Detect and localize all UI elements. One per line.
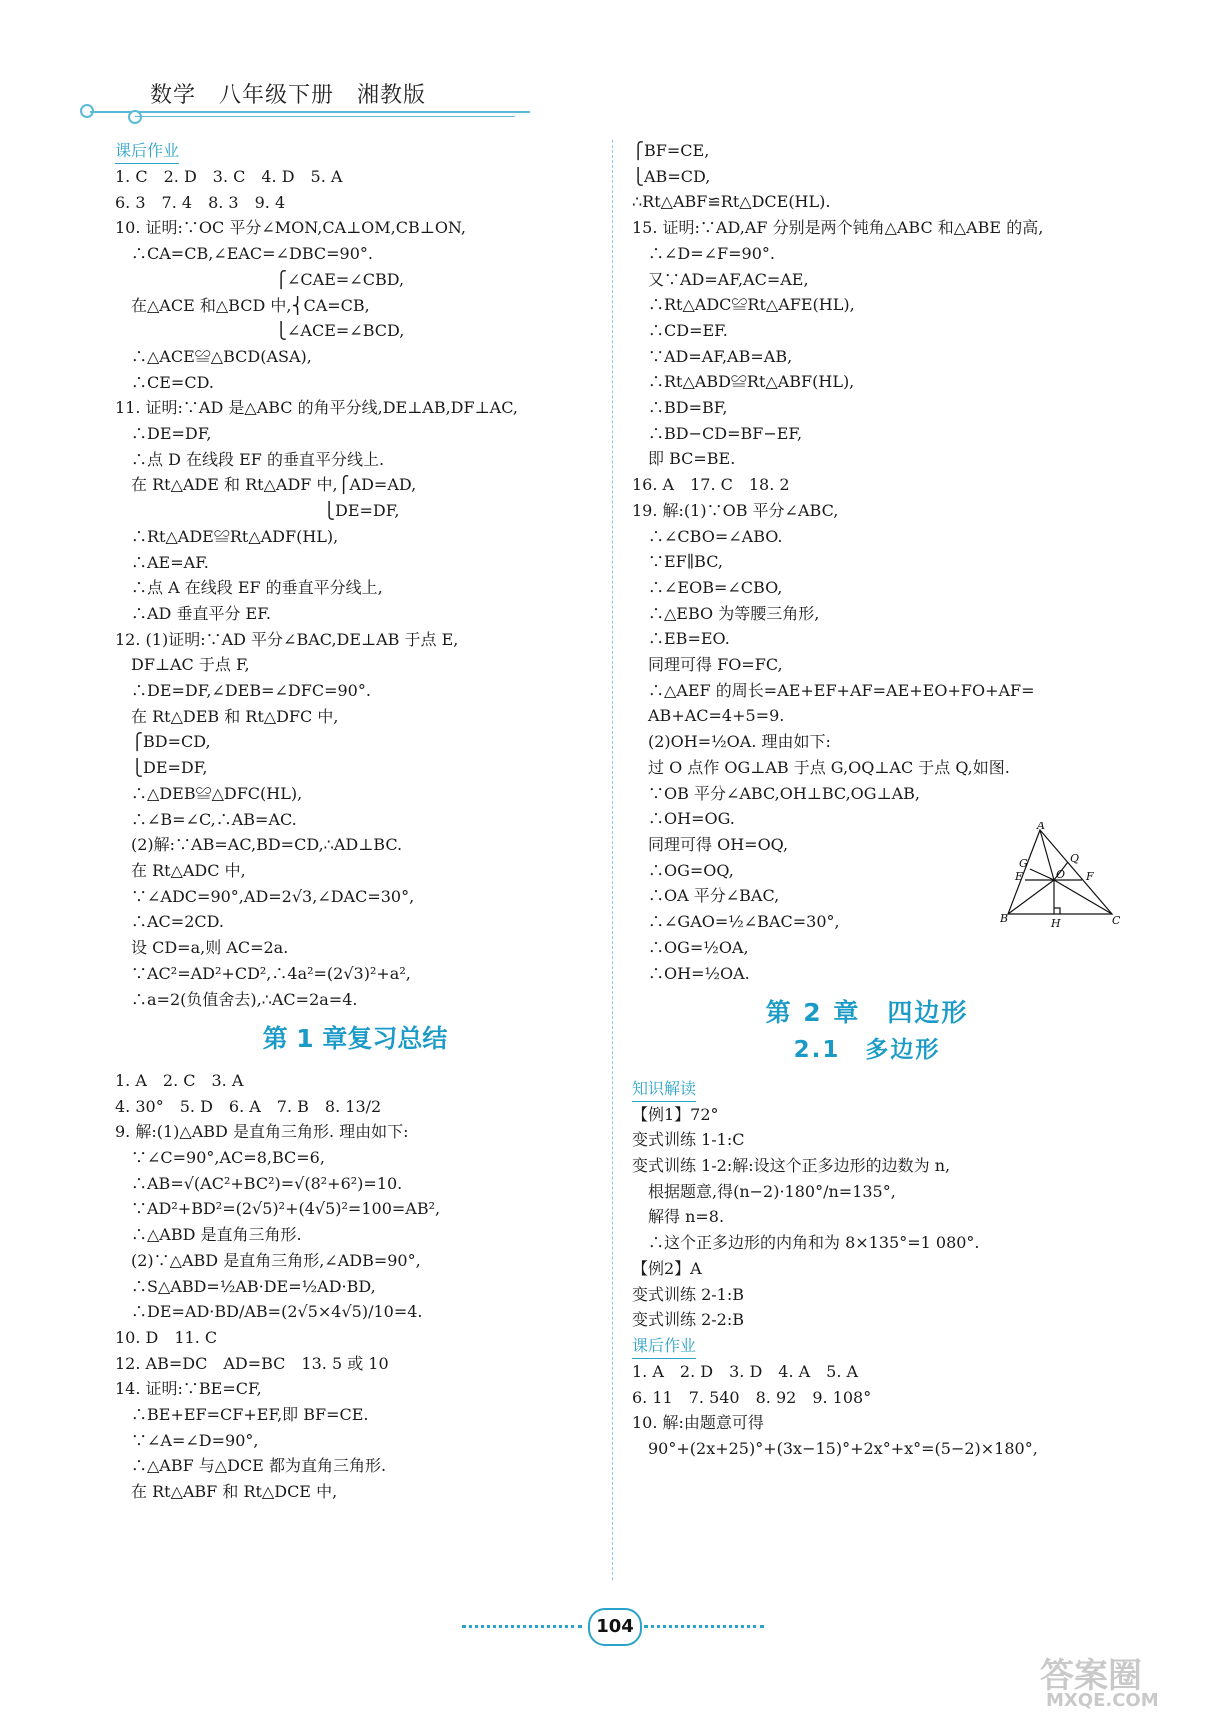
page-header-title: 数学 八年级下册 湘教版 xyxy=(150,83,427,108)
answer-line: ∴△ABF 与△DCE 都为直角三角形. xyxy=(115,1456,387,1476)
answer-line: 【例2】A xyxy=(632,1258,702,1278)
answer-line: 1. C 2. D 3. C 4. D 5. A xyxy=(115,167,343,186)
label-o: O xyxy=(1056,868,1066,881)
answer-line: ∵∠ADC=90°,AD=2√3,∠DAC=30°, xyxy=(115,886,415,906)
label-h: H xyxy=(1051,917,1061,930)
answer-line: 9. 解:(1)△ABD 是直角三角形. 理由如下: xyxy=(115,1122,409,1142)
header-rule-thin xyxy=(135,116,515,117)
answer-line: 在 Rt△DEB 和 Rt△DFC 中, xyxy=(115,706,339,726)
answer-line: 16. A 17. C 18. 2 xyxy=(632,475,790,495)
answer-line: 变式训练 1-2:解:设这个正多边形的边数为 n, xyxy=(632,1156,951,1176)
answer-line: 12. (1)证明:∵AD 平分∠BAC,DE⊥AB 于点 E, xyxy=(115,629,459,649)
chapter-heading: 第 1 章复习总结 xyxy=(262,1024,448,1054)
answer-line: 根据题意,得(n−2)·180°/n=135°, xyxy=(632,1181,896,1201)
chapter-heading: 第 2 章 四边形 xyxy=(765,998,969,1028)
label-q: Q xyxy=(1070,852,1080,865)
answer-line: ∴AB=√(AC²+BC²)=√(8²+6²)=10. xyxy=(115,1173,403,1193)
section-label-row xyxy=(632,1076,1102,1102)
answer-line: (2)∵△ABD 是直角三角形,∠ADB=90°, xyxy=(115,1250,421,1270)
answer-line: ∴△ACE≌△BCD(ASA), xyxy=(115,346,312,366)
answer-line: 90°+(2x+25)°+(3x−15)°+2x°+x°=(5−2)×180°, xyxy=(632,1439,1038,1459)
answer-line: ⎩∠ACE=∠BCD, xyxy=(115,321,405,341)
label-g: G xyxy=(1019,857,1028,870)
label-a: A xyxy=(1037,822,1045,832)
answer-line: 15. 证明:∵AD,AF 分别是两个钝角△ABC 和△ABE 的高, xyxy=(632,218,1044,238)
answer-line: AB+AC=4+5=9. xyxy=(632,706,785,726)
answer-line: 即 BC=BE. xyxy=(632,449,736,469)
answer-line: ∴Rt△ABF≌Rt△DCE(HL). xyxy=(632,192,831,212)
answer-line: ∴△AEF 的周长=AE+EF+AF=AE+EO+FO+AF= xyxy=(632,680,1035,700)
answer-line: ∴Rt△ABD≌Rt△ABF(HL), xyxy=(632,372,855,392)
column-divider xyxy=(612,140,613,1580)
answer-line: 6. 11 7. 540 8. 92 9. 108° xyxy=(632,1387,872,1407)
section-label-row xyxy=(115,138,595,164)
answer-line: 同理可得 OH=OQ, xyxy=(632,834,789,854)
answer-line: ∵AC²=AD²+CD²,∴4a²=(2√3)²+a², xyxy=(115,963,411,983)
answer-line: ∵EF∥BC, xyxy=(632,552,723,572)
answer-line: ∴DE=AD·BD/AB=(2√5×4√5)/10=4. xyxy=(115,1302,423,1322)
answer-line: 12. AB=DC AD=BC 13. 5 或 10 xyxy=(115,1353,389,1373)
answer-line: 同理可得 FO=FC, xyxy=(632,655,783,675)
answer-line: 10. 证明:∵OC 平分∠MON,CA⊥OM,CB⊥ON, xyxy=(115,218,466,238)
answer-line: ∴OA 平分∠BAC, xyxy=(632,886,780,906)
answer-line: ∴CE=CD. xyxy=(115,372,214,392)
answer-line: ∴BD=BF, xyxy=(632,398,728,418)
answer-line: ∴AC=2CD. xyxy=(115,912,224,932)
answer-line: ∴BD−CD=BF−EF, xyxy=(632,423,803,443)
label-f: F xyxy=(1086,870,1094,883)
answer-line: ∴AD 垂直平分 EF. xyxy=(115,603,271,623)
answer-line: ∴Rt△ADE≌Rt△ADF(HL), xyxy=(115,526,339,546)
answer-line: 6. 3 7. 4 8. 3 9. 4 xyxy=(115,192,286,212)
section-label: 课后作业 xyxy=(115,140,179,164)
answer-line: ∴OG=OQ, xyxy=(632,860,734,880)
header-rule xyxy=(90,111,530,113)
label-c: C xyxy=(1112,914,1120,927)
answer-line: ∴∠EOB=∠CBO, xyxy=(632,577,783,597)
answer-line: ∵AD=AF,AB=AB, xyxy=(632,346,793,366)
answer-line: ∴△DEB≌△DFC(HL), xyxy=(115,783,303,803)
answer-line: 19. 解:(1)∵OB 平分∠ABC, xyxy=(632,500,839,520)
answer-line: ∴BE+EF=CF+EF,即 BF=CE. xyxy=(115,1405,369,1425)
answer-line: ∴OG=½OA, xyxy=(632,937,749,957)
answer-line: (2)OH=½OA. 理由如下: xyxy=(632,732,831,752)
answer-line: ∴∠B=∠C,∴AB=AC. xyxy=(115,809,297,829)
left-column xyxy=(115,138,595,1505)
answer-line: ∴△EBO 为等腰三角形, xyxy=(632,603,820,623)
answer-line: ∴EB=EO. xyxy=(632,629,730,649)
answer-line: ∴∠D=∠F=90°. xyxy=(632,243,776,263)
answer-line: 在 Rt△ADC 中, xyxy=(115,860,246,880)
answer-line: ∴a=2(负值舍去),∴AC=2a=4. xyxy=(115,989,358,1009)
section-label-row xyxy=(632,1333,1102,1359)
answer-line: 又∵AD=AF,AC=AE, xyxy=(632,269,809,289)
label-e: E xyxy=(1015,870,1024,883)
watermark-url: MXQE.COM xyxy=(1046,1690,1159,1711)
answer-line: 14. 证明:∵BE=CF, xyxy=(115,1379,262,1399)
answer-line: ∴S△ABD=½AB·DE=½AD·BD, xyxy=(115,1276,376,1296)
watermark-logo: 答案圈 xyxy=(1040,1656,1142,1696)
segment-og xyxy=(1030,869,1054,880)
answer-line: ∴OH=OG. xyxy=(632,809,735,829)
answer-line: ∴DE=DF,∠DEB=∠DFC=90°. xyxy=(115,681,371,701)
answer-line: ∴△ABD 是直角三角形. xyxy=(115,1225,302,1245)
answer-line: ⎩DE=DF, xyxy=(115,758,208,778)
answer-line: ∴这个正多边形的内角和为 8×135°=1 080°. xyxy=(632,1233,980,1253)
answer-line: 解得 n=8. xyxy=(632,1207,725,1227)
answer-line: 在△ACE 和△BCD 中,⎨CA=CB, xyxy=(115,295,370,315)
answer-line: 在 Rt△ADE 和 Rt△ADF 中,⎧AD=AD, xyxy=(115,475,417,495)
answer-line: ∴CA=CB,∠EAC=∠DBC=90°. xyxy=(115,244,373,264)
segment-co xyxy=(1054,880,1112,914)
answer-line: ∵∠C=90°,AC=8,BC=6, xyxy=(115,1148,325,1168)
answer-line: ⎧BD=CD, xyxy=(115,732,211,752)
answer-line: (2)解:∵AB=AC,BD=CD,∴AD⊥BC. xyxy=(115,835,403,855)
section-label: 知识解读 xyxy=(632,1078,696,1102)
answer-line: ∴AE=AF. xyxy=(115,552,209,572)
page-number-dots-right xyxy=(644,1625,764,1628)
answer-line: ∴点 A 在线段 EF 的垂直平分线上, xyxy=(115,578,383,598)
answer-line: 过 O 点作 OG⊥AB 于点 G,OQ⊥AC 于点 Q,如图. xyxy=(632,757,1010,777)
answer-line: ∴DE=DF, xyxy=(115,424,212,444)
label-b: B xyxy=(1000,912,1009,925)
answer-line: 变式训练 1-1:C xyxy=(632,1130,745,1150)
answer-line: ∴∠GAO=½∠BAC=30°, xyxy=(632,912,840,932)
answer-line: 1. A 2. C 3. A xyxy=(115,1070,244,1090)
answer-line: ∵∠A=∠D=90°, xyxy=(115,1430,259,1450)
answer-line: 10. 解:由题意可得 xyxy=(632,1413,764,1433)
section-label: 课后作业 xyxy=(632,1335,696,1359)
answer-line: ∴∠CBO=∠ABO. xyxy=(632,526,783,546)
answer-line: ∵AD²+BD²=(2√5)²+(4√5)²=100=AB², xyxy=(115,1199,441,1219)
answer-line: 变式训练 2-2:B xyxy=(632,1310,745,1330)
answer-line: 【例1】72° xyxy=(632,1104,719,1124)
triangle-figure xyxy=(1000,822,1120,932)
answer-line: 1. A 2. D 3. D 4. A 5. A xyxy=(632,1361,859,1381)
answer-line: 变式训练 2-1:B xyxy=(632,1284,745,1304)
answer-line: ⎩AB=CD, xyxy=(632,166,711,186)
page-number-dots-left xyxy=(462,1625,582,1628)
answer-line: 设 CD=a,则 AC=2a. xyxy=(115,938,289,958)
right-angle-mark xyxy=(1054,908,1060,914)
page-number: 104 xyxy=(588,1608,642,1646)
answer-line: ∴CD=EF. xyxy=(632,320,728,340)
answer-line: DF⊥AC 于点 F, xyxy=(115,655,250,675)
chapter-heading: 2.1 多边形 xyxy=(793,1036,941,1063)
answer-line: ∴Rt△ADC≌Rt△AFE(HL), xyxy=(632,295,855,315)
answer-line: 在 Rt△ABF 和 Rt△DCE 中, xyxy=(115,1482,338,1502)
answer-line: ∵OB 平分∠ABC,OH⊥BC,OG⊥AB, xyxy=(632,783,921,803)
header-dot xyxy=(128,110,142,124)
answer-line: 10. D 11. C xyxy=(115,1327,218,1347)
answer-line: ⎩DE=DF, xyxy=(115,501,400,521)
right-column xyxy=(632,138,1102,1462)
answer-line: 11. 证明:∵AD 是△ABC 的角平分线,DE⊥AB,DF⊥AC, xyxy=(115,398,518,418)
answer-line: ∴OH=½OA. xyxy=(632,963,750,983)
answer-line: 4. 30° 5. D 6. A 7. B 8. 13/2 xyxy=(115,1096,382,1116)
answer-line: ∴点 D 在线段 EF 的垂直平分线上. xyxy=(115,449,385,469)
answer-line: ⎧BF=CE, xyxy=(632,141,710,160)
answer-line: ⎧∠CAE=∠CBD, xyxy=(115,269,405,289)
